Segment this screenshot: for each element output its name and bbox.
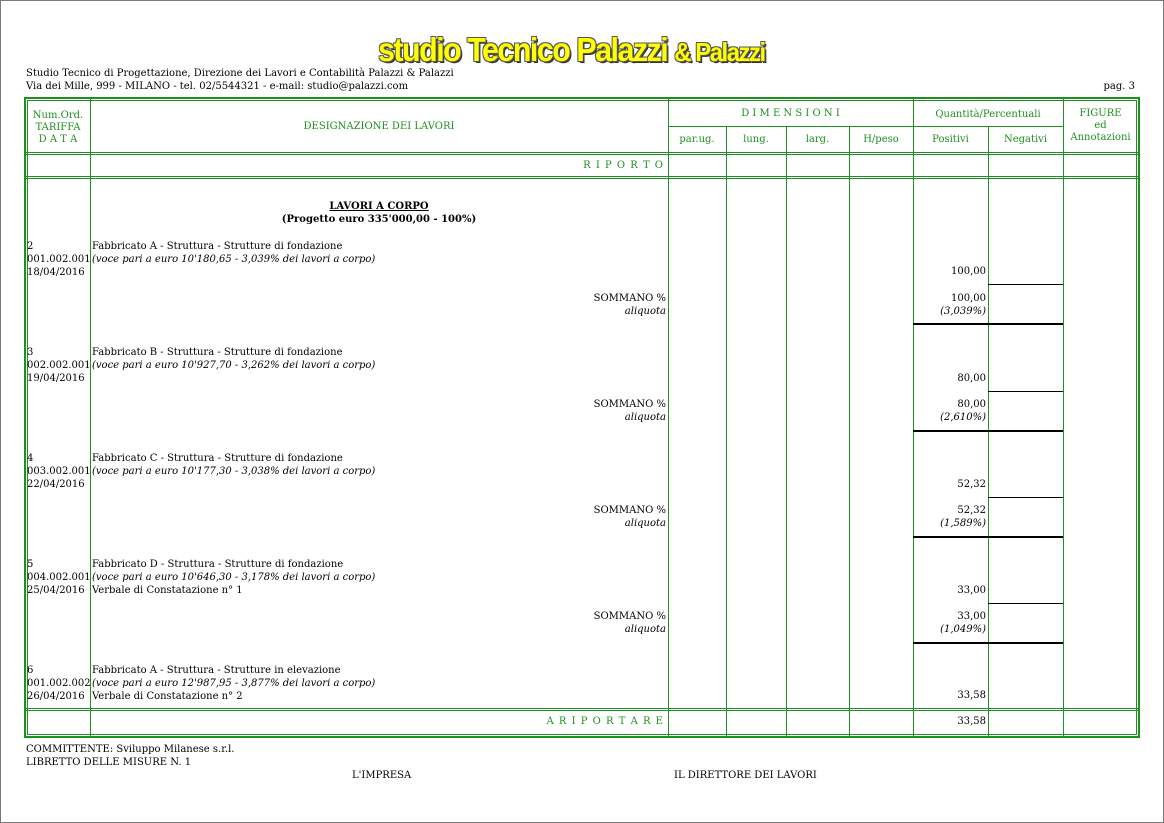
col-designazione: DESIGNAZIONE DEI LAVORI (303, 121, 455, 132)
aliquota-label: aliquota (624, 518, 666, 529)
impresa-signature-label: L'IMPRESA (352, 770, 412, 781)
col-figure: FIGURE ed Annotazioni (1070, 108, 1131, 143)
item-ref: 2 001.002.001 18/04/2016 (27, 241, 91, 278)
item-description: Fabbricato A - Struttura - Strutture di fondazione (voce pari a euro 10'180,65 - 3,039% dei lavori a corpo) (92, 241, 376, 265)
committente: COMMITTENTE: Sviluppo Milanese s.r.l. (26, 744, 235, 755)
sommano-label: SOMMANO % (593, 293, 666, 304)
item-quantity: 80,00 (957, 373, 986, 384)
item-description: Fabbricato D - Struttura - Strutture di fondazione (voce pari a euro 10'646,30 - 3,178% dei lavori a corpo) Verbale di Constatazione n° 1 (92, 559, 376, 596)
item-quantity: 33,00 (957, 585, 986, 596)
item-ref: 4 003.002.001 22/04/2016 (27, 453, 91, 490)
page-number: pag. 3 (1103, 81, 1135, 92)
a-riportare-label: A R I P O R T A R E (546, 716, 664, 727)
item-ref: 5 004.002.001 25/04/2016 (27, 559, 91, 596)
aliquota-label: aliquota (624, 412, 666, 423)
sommano-value: 52,32 (957, 505, 986, 516)
col-dimensioni: D I M E N S I O N I (741, 108, 840, 119)
col-positivi: Positivi (932, 134, 969, 145)
header-line-2: Via dei Mille, 999 - MILANO - tel. 02/5544321 - e-mail: studio@palazzi.com (26, 81, 409, 92)
item-quantity: 52,32 (957, 479, 986, 490)
col-larg: larg. (805, 134, 830, 145)
aliquota-value: (2,610%) (940, 412, 986, 423)
sommano-value: 100,00 (951, 293, 986, 304)
aliquota-value: (3,039%) (940, 306, 986, 317)
section-subtitle: (Progetto euro 335'000,00 - 100%) (281, 214, 477, 225)
col-lung: lung. (743, 134, 769, 145)
sommano-value: 33,00 (957, 611, 986, 622)
item-description: Fabbricato B - Struttura - Strutture di fondazione (voce pari a euro 10'927,70 - 3,262% dei lavori a corpo) (92, 347, 376, 371)
aliquota-label: aliquota (624, 624, 666, 635)
aliquota-label: aliquota (624, 306, 666, 317)
riporto-label: R I P O R T O (583, 160, 664, 171)
libretto: LIBRETTO DELLE MISURE N. 1 (26, 757, 192, 768)
aliquota-value: (1,589%) (940, 518, 986, 529)
col-num-ord: Num.Ord. TARIFFA D A T A (32, 110, 84, 145)
col-quantita: Quantità/Percentuali (935, 109, 1041, 120)
direttore-signature-label: IL DIRETTORE DEI LAVORI (674, 770, 817, 781)
item-quantity: 100,00 (951, 266, 986, 277)
measurement-table (24, 97, 1140, 738)
aliquota-value: (1,049%) (940, 624, 986, 635)
col-hpeso: H/peso (863, 134, 899, 145)
a-riportare-value: 33,58 (957, 716, 986, 727)
item-description: Fabbricato C - Struttura - Strutture di fondazione (voce pari a euro 10'177,30 - 3,038% dei lavori a corpo) (92, 453, 376, 477)
col-negativi: Negativi (1003, 134, 1048, 145)
section-title: LAVORI A CORPO (329, 201, 429, 212)
sommano-label: SOMMANO % (593, 399, 666, 410)
sommano-label: SOMMANO % (593, 611, 666, 622)
item-description: Fabbricato A - Struttura - Strutture in elevazione (voce pari a euro 12'987,95 - 3,877% dei lavori a corpo) Verbale di Constatazione n° 2 (92, 665, 376, 702)
header-line-1: Studio Tecnico di Progettazione, Direzione dei Lavori e Contabilità Palazzi & Palazzi (26, 68, 454, 79)
col-par-ug: par.ug. (679, 134, 715, 145)
sommano-value: 80,00 (957, 399, 986, 410)
studio-logo: studio Tecnico Palazzi & Palazzi (378, 31, 765, 68)
item-ref: 3 002.002.001 19/04/2016 (27, 347, 91, 384)
item-quantity: 33,58 (957, 690, 986, 701)
sommano-label: SOMMANO % (593, 505, 666, 516)
item-ref: 6 001.002.002 26/04/2016 (27, 665, 91, 702)
